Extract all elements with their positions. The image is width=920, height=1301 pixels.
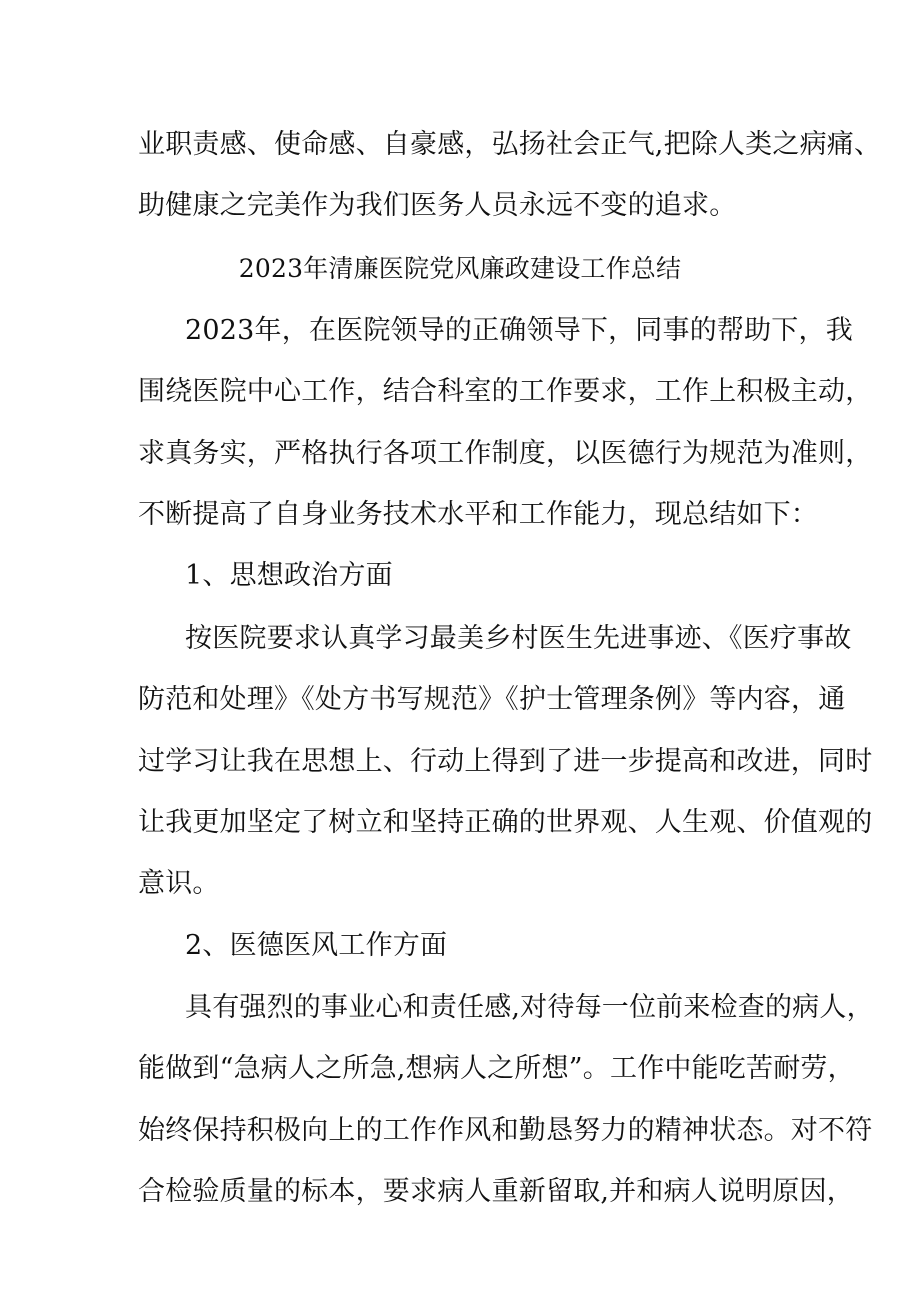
para2-line-5: 意识。 — [138, 868, 220, 899]
para2-line-4: 让我更加坚定了树立和坚持正确的世界观、人生观、价值观的 — [138, 807, 873, 838]
para1-line-2: 围绕医院中心工作，结合科室的工作要求，工作上积极主动， — [138, 376, 873, 407]
intro-line-1: 业职责感、使命感、自豪感，弘扬社会正气,把除人类之病痛、 — [138, 129, 882, 160]
section2-heading: 2、医德医风工作方面 — [185, 930, 448, 961]
para1-line-1: 2023年，在医院领导的正确领导下，同事的帮助下，我 — [185, 315, 853, 346]
intro-line-2: 助健康之完美作为我们医务人员永远不变的追求。 — [138, 190, 737, 221]
para1-line-4: 不断提高了自身业务技术水平和工作能力，现总结如下： — [138, 499, 818, 530]
para3-line-2: 能做到“急病人之所急,想病人之所想”。工作中能吃苦耐劳， — [138, 1053, 855, 1084]
para2-line-3: 过学习让我在思想上、行动上得到了进一步提高和改进，同时 — [138, 746, 873, 777]
para2-line-1: 按医院要求认真学习最美乡村医生先进事迹、《医疗事故 — [185, 623, 852, 654]
para2-line-2: 防范和处理》《处方书写规范》《护士管理条例》等内容，通 — [138, 684, 846, 715]
para3-line-4: 合检验质量的标本，要求病人重新留取,并和病人说明原因， — [138, 1176, 854, 1207]
para3-line-3: 始终保持积极向上的工作作风和勤恳努力的精神状态。对不符 — [138, 1115, 873, 1146]
para1-line-3: 求真务实，严格执行各项工作制度，以医德行为规范为准则， — [138, 438, 873, 469]
para3-line-1: 具有强烈的事业心和责任感,对待每一位前来检查的病人， — [185, 992, 874, 1023]
document-title: 2023年清廉医院党风廉政建设工作总结 — [238, 254, 682, 283]
section1-heading: 1、思想政治方面 — [185, 560, 393, 591]
